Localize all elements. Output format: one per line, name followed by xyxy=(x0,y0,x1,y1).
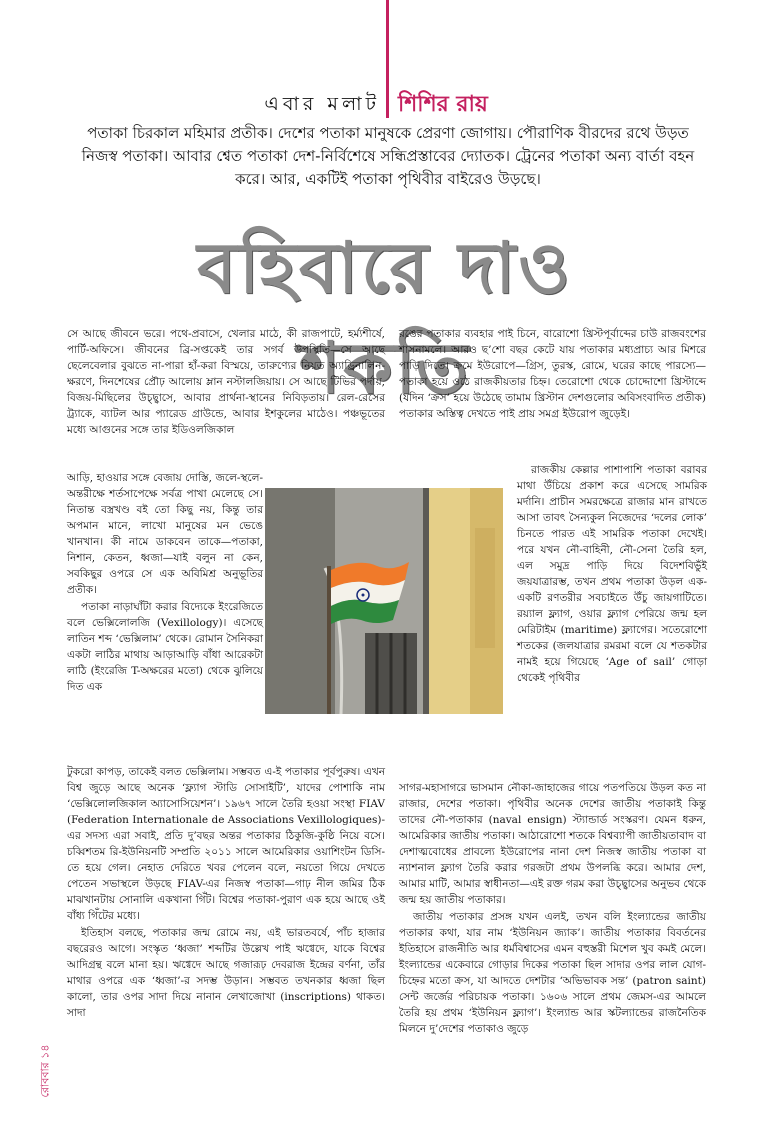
paragraph: পতাকা নাড়াঘাঁটা করার বিদ্যেকে ইংরেজিতে বলে ভেক্সিলোলজি (Vexillology)। এসেছে লাতিন শব্দ ‘ভেক্সিলাম’ থেকে। রোমান সৈনিকরা একটা লাঠির মাথায় আড়াআড়ি বাঁধা আরেকটা লাঠি (ইংরেজি T-অক্ষরের মতো) থেকে ঝুলিয়ে দিত এক xyxy=(67,601,263,693)
author-name: শিশির রায় xyxy=(398,92,488,117)
paragraph: টুকরো কাপড়, তাকেই বলত ভেক্সিলাম। সম্ভবত এ-ই পতাকার পূর্বপুরুষ। এখন বিশ্ব জুড়ে আছে অনেক ‘ফ্ল্যাগ স্টাডি সোসাইটি’, যাদের পোশাকি নাম ‘ভেক্সিলোলজিকাল অ্যাসোসিয়েশন’। ১৯৬৭ সালে তৈরি হওয়া সংস্থা FIAV (Federation Internationale de Associations Vexillologiques)-এর সদস্য এরা সবাই, প্রতি দু’বছর অন্তর পতাকার ঠিকুজি-কুষ্ঠি নিয়ে বসে। চব্বিশতম রি-ইউনিয়নটি সম্প্রতি ২০১১ সালে আমেরিকার ওয়াশিংটন ডিসি-তে হয়ে গেল। নেহাত দেরিতে খবর পেলেন বলে, নয়তো গিয়ে দেখতে পেতেন সভাস্থলে উড়ছে FIAV-এর নিজস্ব পতাকা—গাঢ় নীল জমির ঠিক মাঝখানটায় সোনালি একখানা গিঁট। বিশ্বের পতাকা-পুরাণ এক হয়ে আছে ওই বাঁধ্য গিঁটের মধ্যে। xyxy=(67,766,385,922)
page-folio xyxy=(34,980,58,1100)
paragraph: সে আছে জীবনে ভরে। পথে-প্রবাসে, খেলার মাঠে, কী রাজপাটে, হর্ম্যশীর্ষে, পার্টি-অফিসে। জীবনের ব্রি-সপ্তকেই তার সগর্ব উপস্থিতি—সে আছে ছেলেবেলার বুঝতে না-পারা হাঁ-করা বিস্ময়ে, তারুণ্যের নিয়ত অ্যাড্রিনালিন-ক্ষরণে, দিনশেষের প্রৌঢ় আলোয় ম্লান নস্টালজিয়ায়। সে আছে টিভির পর্দায়, বিজয়-মিছিলের উচ্ছ্বাসে, আবার প্রার্থনা-স্থানের নিবিড়তায়। রেল-রেসের ট্র্যাকে, ব্যাটল আর প্যারেড গ্রাউন্ডে, আবার ইশকুলের মাঠেও। পঞ্চভূতের মধ্যে আগুনের সঙ্গে তার ইডিওলজিকাল xyxy=(67,328,385,436)
right-column-wrap xyxy=(517,462,707,687)
left-column-wrap xyxy=(67,470,263,696)
left-column-top xyxy=(67,326,385,439)
series-label: এবার মলাট xyxy=(264,93,380,115)
paragraph: রঙের পতাকার ব্যবহার পাই চিনে, বারোশো খ্রিস্টপূর্বাব্দের চাউ রাজবংশের শাসনামলে। আরও ছ’শো বছর কেটে যায় পতাকার মধ্যপ্রাচ্য আর মিশরে পাড়ি দিতে। ক্রমে ইউরোপে—গ্রিস, তুরস্ক, রোমে, ঘরের কাছে পারস্যে—পতাকা হয়ে ওঠে রাজকীয়তার চিহ্ন। তেরোশো থেকে চোদ্দোশো খ্রিস্টাব্দে (যদিন ‘ক্রস’ হয়ে উঠেছে তামাম খ্রিস্টান দেশগুলোর অবিসংবাদিত প্রতীক) পতাকার অস্তিত্ব দেখতে পাই প্রায় সমগ্র ইউরোপ জুড়েই। xyxy=(399,328,706,420)
photo-illustration xyxy=(265,488,503,714)
paragraph: জাতীয় পতাকার প্রসঙ্গ যখন এলই, তখন বলি ইংল্যান্ডের জাতীয় পতাকার কথা, যার নাম ‘ইউনিয়ন জ্যাক’। জাতীয় পতাকার বিবর্তনের ইতিহাসে রাজনীতি আর ধর্মবিশ্বাসের এমন বহুস্তরী মিশেল খুব কমই মেলে। ইংল্যান্ডের একেবারে গোড়ার দিকের পতাকা ছিল সাদার ওপর লাল যোগ-চিহ্নের মতো ক্রস, যা আদতে দেশটার ‘অভিভাবক সন্ত’ (patron saint) সেন্ট জর্জের পরিচায়ক পতাকা। ১৬০৬ সালে প্রথম জেমস-এর আমলে তৈরি হয় প্রথম ‘ইউনিয়ন ফ্ল্যাগ’। ইংল্যান্ড আর স্কটল্যান্ডের রাজনৈতিক মিলনে দু’দেশের পতাকাও জুড়ে xyxy=(399,911,706,1035)
paragraph: সাগর-মহাসাগরে ভাসমান নৌকা-জাহাজের গায়ে পতপতিয়ে উড়ল কত না রাজার, দেশের পতাকা। পৃথিবীর অনেক দেশের জাতীয় পতাকাই কিন্তু তাদের নৌ-পতাকার (naval ensign) স্ট্যান্ডার্ড সংস্করণ। যেমন ধরুন, আমেরিকার জাতীয় পতাকা। আঠারোশো শতকে বিশ্বব্যাপী জাতীয়তাবাদ বা দেশাত্মবোধের প্রাবল্যে ইউরোপের নানা দেশ নিজস্ব জাতীয় পতাকা বা ন্যাশনাল ফ্ল্যাগ তৈরি করার গরজটা প্রথম উপলব্ধি করে। আমার দেশ, আমার মাটি, আমার স্বাধীনতা—এই রক্ত গরম করা উচ্ছ্বাসের অনুভব থেকে জন্ম হয় জাতীয় পতাকার। xyxy=(399,782,706,906)
header-divider xyxy=(386,0,389,118)
left-column-bottom xyxy=(67,764,385,1022)
intro-text: পতাকা চিরকাল মহিমার প্রতীক। দেশের পতাকা মানুষকে প্রেরণা জোগায়। পৌরাণিক বীরদের রথে উড়ত নিজস্ব পতাকা। আবার শ্বেত পতাকা দেশ-নির্বিশেষে সন্ধিপ্রস্তাবের দ্যোতক। ট্রেনের পতাকা অন্য বার্তা বহন করে। আর, একটিই পতাকা পৃথিবীর বাইরেও উড়ছে। xyxy=(81,124,695,188)
paragraph: ইতিহাস বলছে, পতাকার জন্ম রোমে নয়, এই ভারতবর্ষে, পাঁচ হাজার বছরেরও আগে। সংস্কৃত ‘ধ্বজা’ শব্দটির উল্লেখ পাই ঋগ্বেদে, যাকে বিশ্বের আদিগ্রন্থ বলে মানা হয়। ঋগ্বেদে আছে গজারূঢ় দেবরাজ ইন্দ্রের বর্ণনা, তাঁর মাথার ওপরে এক ‘ধ্বজা’-র সদম্ভ উড়ান। সম্ভবত তখনকার ধ্বজা ছিল কালো, তার ওপর সাদা দিয়ে নানান লেখাজোখা (inscriptions) থাকত। সাদা xyxy=(67,927,385,1019)
folio-text: রোববার ১৪ xyxy=(38,1044,52,1098)
right-column-top xyxy=(399,326,706,423)
paragraph: আড়ি, হাওয়ার সঙ্গে বেজায় দোস্তি, জলে-স্থলে-অন্তরীক্ষে শর্তসাপেক্ষে সর্বত্র পাখা মেলেছে সে। নিতান্ত বস্ত্রখণ্ড বই তো কিছু নয়, কিন্তু তার অপমান মানে, লাখো মানুষের মন ভেঙে খানখান। কী নামে ডাকবেন তাকে—পতাকা, নিশান, কেতন, ধ্বজা—যাই বলুন না কেন, সবকিছুর ওপরে সে এক অবিমিশ্র অনুভূতির প্রতীক। xyxy=(67,472,263,596)
headline: বহিবারে দাও শকতি xyxy=(197,227,573,409)
indian-flag-photo-icon xyxy=(265,488,503,714)
paragraph: রাজকীয় কেল্লার পাশাপাশি পতাকা বরাবর মাথা উঁচিয়ে প্রকাশ করে এসেছে সামরিক মর্দানি। প্রাচীন সমরক্ষেত্রে রাজার মান রাখতে আসা তাবৎ সৈন্যকুল নিজেদের ‘দলের লোক’ চিনতে পারত এই সামরিক পতাকা দেখেই। পরে যখন নৌ-বাহিনী, নৌ-সেনা তৈরি হল, এল সমুদ্র পাড়ি দিয়ে বিদেশবিভুঁই জয়যাত্রারম্ভ, তখন প্রথম পতাকা উড়ল এক-একটি রণতরীর সবচাইতে উঁচু জায়গাটিতে। রয়্যাল ফ্ল্যাগ, ওয়ার ফ্ল্যাগ পেরিয়ে জন্ম হল মেরিটাইম (maritime) ফ্ল্যাগের। সতেরোশো শতকের (জলযাত্রার রমরমা বলে যে শতকটার নামই হয়ে গিয়েছে ‘Age of sail’ গোড়া থেকেই পৃথিবীর xyxy=(517,464,707,684)
right-column-bottom xyxy=(399,780,706,1038)
